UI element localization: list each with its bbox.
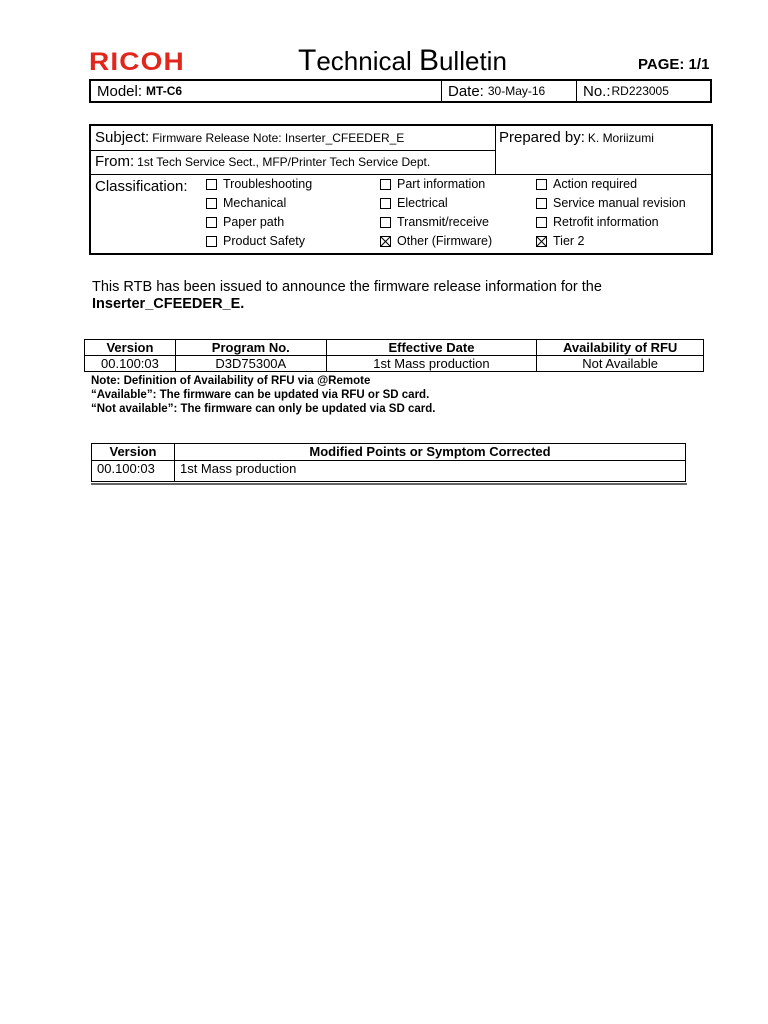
checkbox-icon [206,198,217,209]
table-header-row [85,340,704,356]
column-header: Version [92,444,175,461]
prepared-value: K. Moriizumi [587,131,654,145]
note-line: “Available”: The firmware can be updated via RFU or SD card. [91,389,430,401]
checkbox-product-safety[interactable] [206,233,305,249]
checkbox-paper-path[interactable] [206,214,284,230]
table-shadow-divider [91,483,687,485]
table-row [85,356,704,372]
from-label: From: [95,153,135,170]
subject-label: Subject: [95,129,150,146]
changes-table [91,443,686,482]
checkbox-label: Other (Firmware) [397,234,493,248]
checkbox-icon [380,198,391,209]
date-value: 30-May-16 [487,84,546,98]
checked-box-icon [380,236,391,247]
checkbox-icon [380,179,391,190]
checkbox-label: Transmit/receive [397,215,489,229]
model-cell [91,81,442,101]
model-label: Model: [97,82,143,100]
from-value: 1st Tech Service Sect., MFP/Printer Tech Service Dept. [137,155,431,169]
column-header: Version [85,340,176,356]
number-value: RD223005 [611,84,669,98]
checkbox-label: Service manual revision [553,196,686,210]
checkbox-mechanical[interactable] [206,195,286,211]
checkbox-icon [536,179,547,190]
column-header: Availability of RFU [537,340,704,356]
table-cell: 1st Mass production [174,461,685,482]
column-header: Program No. [175,340,326,356]
date-label: Date: [448,82,484,100]
checkbox-icon [206,179,217,190]
checkbox-tier-2[interactable] [536,233,585,249]
from-cell [91,153,430,170]
checkbox-label: Paper path [223,215,285,229]
intro-text: This RTB has been issued to announce the firmware release information for the [92,279,602,295]
ricoh-logo: RICOH [89,48,185,76]
checked-box-icon [536,236,547,247]
note-line: Note: Definition of Availability of RFU via @Remote [91,375,371,387]
number-cell [577,81,710,101]
checkbox-icon [380,217,391,228]
date-cell [442,81,577,101]
rfu-notes [91,374,435,416]
note-line: “Not available”: The firmware can only be updated via SD card. [91,403,436,415]
checkbox-label: Troubleshooting [223,177,313,191]
table-cell: D3D75300A [175,356,326,372]
table-cell: 00.100:03 [85,356,176,372]
subject-block [89,124,713,255]
prepared-cell [495,129,654,146]
table-row [92,461,686,482]
checkbox-label: Tier 2 [553,234,585,248]
prepared-label: Prepared by: [499,129,585,146]
release-table [84,339,704,372]
model-value: MT-C6 [146,84,183,98]
checkbox-label: Retrofit information [553,215,659,229]
column-header: Modified Points or Symptom Corrected [174,444,685,461]
checkbox-action-required[interactable] [536,176,637,192]
subject-value: Firmware Release Note: Inserter_CFEEDER_E [152,131,405,145]
checkbox-part-information[interactable] [380,176,485,192]
checkbox-label: Product Safety [223,234,305,248]
checkbox-label: Action required [553,177,638,191]
checkbox-transmit-receive[interactable] [380,214,489,230]
checkbox-icon [536,198,547,209]
checkbox-label: Electrical [397,196,448,210]
checkbox-service-manual-revision[interactable] [536,195,686,211]
checkbox-icon [206,217,217,228]
table-header-row [92,444,686,461]
column-header: Effective Date [326,340,537,356]
checkbox-label: Mechanical [223,196,287,210]
table-cell: 00.100:03 [92,461,175,482]
intro-paragraph [92,279,692,313]
checkbox-retrofit-information[interactable] [536,214,659,230]
table-cell: 1st Mass production [326,356,537,372]
model-row [89,79,712,103]
table-cell: Not Available [537,356,704,372]
subject-cell [91,129,404,146]
number-label: No.: [583,82,611,100]
checkbox-electrical[interactable] [380,195,448,211]
checkbox-icon [536,217,547,228]
intro-product-name: Inserter_CFEEDER_E. [92,296,245,312]
classification-label: Classification: [95,178,188,195]
checkbox-other-firmware[interactable] [380,233,492,249]
checkbox-troubleshooting[interactable] [206,176,312,192]
page-number: PAGE: 1/1 [638,56,710,73]
checkbox-label: Part information [397,177,486,191]
bulletin-title: Technical Bulletin [298,44,507,77]
checkbox-icon [206,236,217,247]
